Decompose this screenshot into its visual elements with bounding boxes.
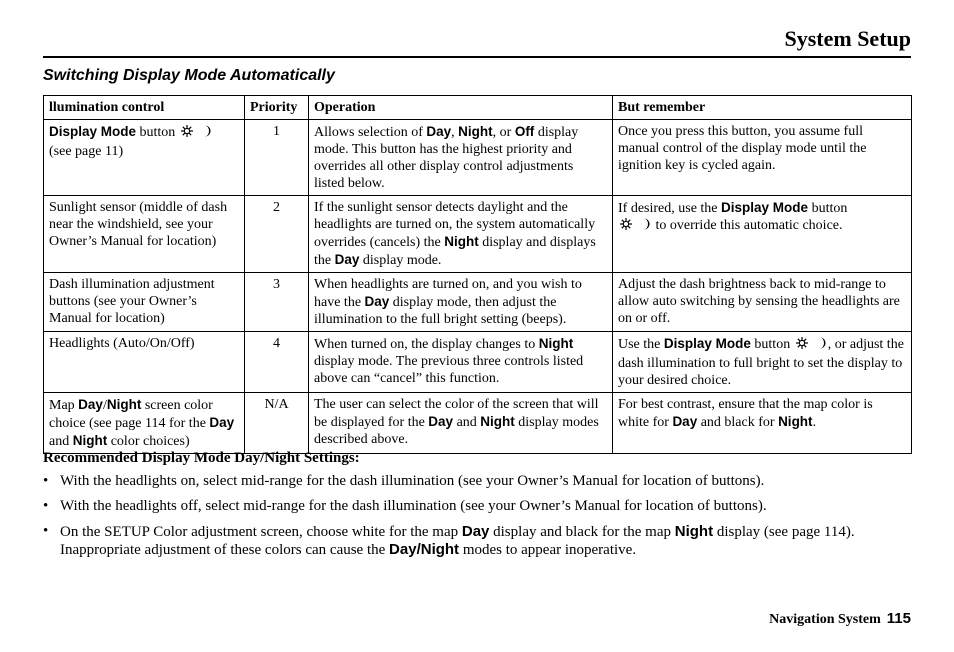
table-row <box>44 120 912 196</box>
table-header-row <box>44 96 912 120</box>
list-item: • On the SETUP Color adjustment screen, choose white for the map Day display and black for the map Night display (see page 114). Inappropriate adjustment of these colors can cause the Day/Night modes to appear inoperative. <box>43 523 855 558</box>
bullet-symbol: • <box>43 523 49 539</box>
list-item: • With the headlights on, select mid-range for the dash illumination (see your Owner’s Manual for location of buttons). <box>43 473 765 489</box>
header-operation: Operation <box>309 96 613 120</box>
header-priority: Priority <box>245 96 309 120</box>
page-title: System Setup <box>784 26 911 51</box>
page-footer <box>769 610 911 628</box>
header-remember: But remember <box>613 96 912 120</box>
cell-remember: Use the Display Mode button , or adjust the dash illumination to full bright to set the display to your desired choice. <box>613 332 912 393</box>
cell-control: Display Mode button (see page 11) <box>44 120 245 196</box>
cell-operation: When turned on, the display changes to Night display mode. The previous three controls listed above can “cancel” this function. <box>309 332 613 393</box>
cell-remember: Adjust the dash brightness back to mid-range to allow auto switching by sensing the headlights are on or off. <box>613 273 912 332</box>
cell-operation: The user can select the color of the screen that will be displayed for the Day and Night display modes described above. <box>309 393 613 454</box>
cell-remember: Once you press this button, you assume full manual control of the display mode until the ignition key is cycled again. <box>613 120 912 196</box>
sun-moon-icon <box>794 336 828 355</box>
header-control: llumination control <box>44 96 245 120</box>
illumination-priority-table <box>43 95 912 454</box>
cell-control: Sunlight sensor (middle of dash near the windshield, see your Owner’s Manual for location) <box>44 196 245 273</box>
cell-priority: 1 <box>245 120 309 196</box>
section-heading: Switching Display Mode Automatically <box>43 67 335 84</box>
recommended-list <box>43 473 911 567</box>
cell-operation: Allows selection of Day, Night, or Off display mode. This button has the highest priority and overrides all other display control adjustments listed below. <box>309 120 613 196</box>
cell-control: Dash illumination adjustment buttons (see your Owner’s Manual for location) <box>44 273 245 332</box>
bullet-symbol: • <box>43 473 49 489</box>
cell-priority: N/A <box>245 393 309 454</box>
bullet-symbol: • <box>43 498 49 514</box>
cell-operation: When headlights are turned on, and you wish to have the Day display mode, then adjust the illumination to the full bright setting (beeps). <box>309 273 613 332</box>
sun-moon-icon <box>179 124 213 143</box>
table-row <box>44 332 912 393</box>
cell-remember: If desired, use the Display Mode button to override this automatic choice. <box>613 196 912 273</box>
page-number: 115 <box>886 610 911 627</box>
cell-control: Map Day/Night screen color choice (see page 114 for the Day and Night color choices) <box>44 393 245 454</box>
cell-control: Headlights (Auto/On/Off) <box>44 332 245 393</box>
title-rule <box>43 56 911 58</box>
table-row <box>44 273 912 332</box>
list-item: • With the headlights off, select mid-range for the dash illumination (see your Owner’s Manual for location of buttons). <box>43 498 767 514</box>
table-row <box>44 393 912 454</box>
cell-priority: 2 <box>245 196 309 273</box>
cell-priority: 3 <box>245 273 309 332</box>
cell-priority: 4 <box>245 332 309 393</box>
sun-moon-icon <box>618 217 652 236</box>
recommended-heading: Recommended Display Mode Day/Night Settings: <box>43 450 360 466</box>
table-row <box>44 196 912 273</box>
cell-operation: If the sunlight sensor detects daylight and the headlights are turned on, the system automatically overrides (cancels) the Night display and displays the Day display mode. <box>309 196 613 273</box>
cell-remember: For best contrast, ensure that the map color is white for Day and black for Night. <box>613 393 912 454</box>
footer-label: Navigation System <box>769 612 881 627</box>
